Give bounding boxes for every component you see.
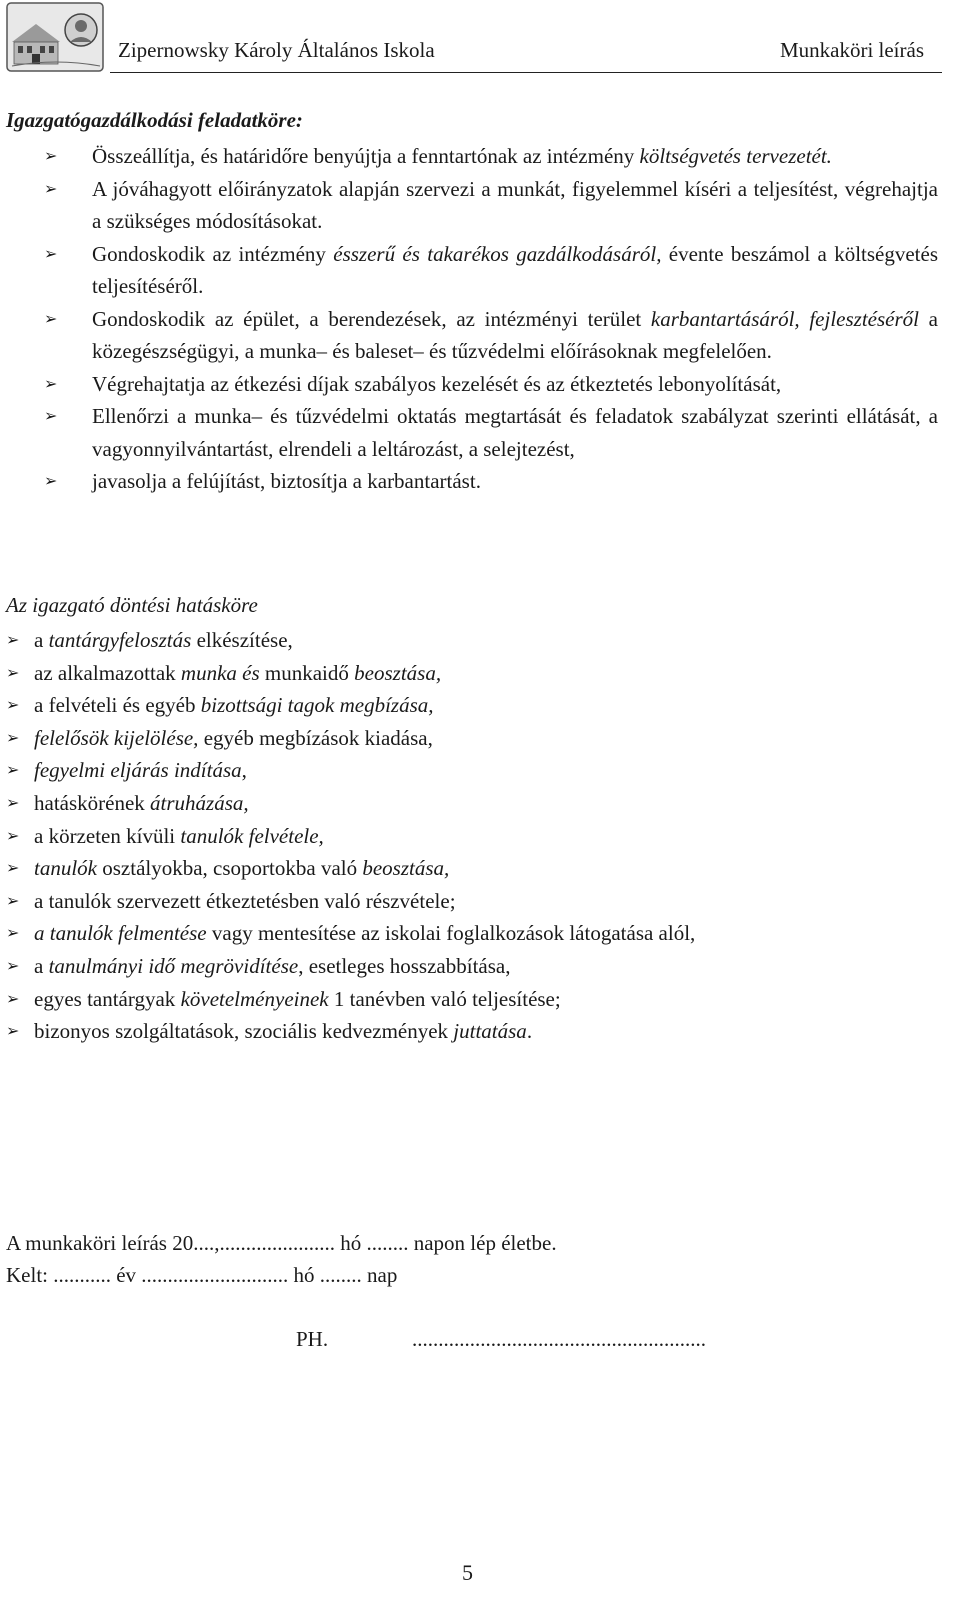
list-item [0,1015,960,1048]
list-item-text: osztályokba, csoportokba való [97,856,363,881]
list-item-text: , [241,758,247,783]
list-item-text: évente beszámol a költségvetés teljesítéséről. [92,241,939,298]
list-item-text: beosztása, [354,660,442,685]
list-item [0,689,960,722]
decision-powers-list [0,624,960,1048]
list-item-text: költségvetés tervezetét. [639,144,832,168]
list-item-text: munkaidő [259,660,355,685]
list-item-text: , esetleges hosszabbítása, [298,953,511,978]
list-item [0,173,960,238]
list-item-text: felelősök kijelölése, [34,725,199,750]
arrow-bullet-icon: ➢ [44,243,58,263]
list-item [0,465,960,498]
list-item-text: Gondoskodik az intézmény [92,241,334,266]
list-item [0,238,960,303]
list-item-text: A jóváhagyott előirányzatok alapján szervezi a munkát, figyelemmel kíséri a teljesítést, végrehajtja a szükséges módosításokat. [92,176,938,233]
list-item-text: átruházása, [150,790,249,815]
school-building-logo-icon [6,2,104,72]
signature-line: ........................................................ [412,1327,706,1351]
list-item [0,754,960,787]
list-item-text: javasolja a felújítást, biztosítja a karbantartást. [92,469,481,493]
list-item-text: elkészítése, [191,628,293,652]
arrow-bullet-icon: ➢ [6,825,20,845]
arrow-bullet-icon: ➢ [6,858,20,878]
list-item-text: hatáskörének [34,790,151,815]
list-item-text: egyes tantárgyak [34,986,181,1011]
header-divider [110,72,942,73]
list-item-text: tanulmányi idő megrövidítése [48,953,299,978]
list-item [0,303,960,368]
arrow-bullet-icon: ➢ [44,471,58,490]
list-item [0,722,960,755]
page-header [0,0,960,78]
list-item-text: egyéb megbízások kiadása, [198,725,433,750]
list-item [0,624,960,657]
list-item [0,820,960,853]
list-item [0,140,960,173]
section-title-decision-powers: Az igazgató döntési hatásköre [6,593,258,617]
list-item-text: az alkalmazottak [34,660,181,685]
arrow-bullet-icon: ➢ [44,406,58,425]
list-item-text: juttatása [453,1019,527,1044]
arrow-bullet-icon: ➢ [6,988,20,1008]
list-item [0,852,960,885]
arrow-bullet-icon: ➢ [44,308,58,328]
list-item [0,657,960,690]
header-school-name: Zipernowsky Károly Általános Iskola [118,38,435,62]
list-item-text: követelményeinek [180,986,329,1011]
arrow-bullet-icon: ➢ [6,662,20,682]
list-item-text: Összeállítja, és határidőre benyújtja a fenntartónak az intézmény [92,144,640,168]
arrow-bullet-icon: ➢ [6,760,20,780]
list-item-text: tanulók felvétele, [180,823,324,848]
list-item-text: bizottsági tagok megbízása, [200,693,434,718]
list-item-text: a felvételi és egyéb [34,693,201,718]
section-title-management: Igazgatógazdálkodási feladatköre: [6,108,303,132]
stamp-label: PH. [296,1327,329,1351]
list-item-text: a közegészségügyi, a munka– és baleset– és tűzvédelmi előírásoknak megfelelően. [92,306,938,363]
list-item-text: bizonyos szolgáltatások, szociális kedvezmények [34,1019,454,1044]
list-item-text: Ellenőrzi a munka– és tűzvédelmi oktatás megtartását és feladatok szabályzat szerinti ellátását, a vagyonnyilvántartást, elrendeli a leltározást, a selejtezést, [92,404,938,461]
list-item-text: tantárgyfelosztás [48,628,192,652]
arrow-bullet-icon: ➢ [44,146,58,165]
list-item-text: tanulók [34,856,97,881]
dated-line: Kelt: ........... év ............................ hó ........ nap [6,1263,398,1287]
list-item-text: a [34,953,49,978]
effective-date-line: A munkaköri leírás 20....,...................... hó ........ napon lép életbe. [6,1231,557,1255]
list-item [0,950,960,983]
list-item-text: a tanulók felmentése [34,921,207,946]
list-item-text: a körzeten kívüli [34,823,181,848]
arrow-bullet-icon: ➢ [6,923,20,943]
management-duties-list [0,140,960,498]
arrow-bullet-icon: ➢ [6,727,20,747]
list-item-text: vagy mentesítése az iskolai foglalkozások látogatása alól, [206,921,696,946]
arrow-bullet-icon: ➢ [6,955,20,975]
list-item [0,400,960,465]
list-item-text: ésszerű és takarékos gazdálkodásáról, [333,241,662,266]
arrow-bullet-icon: ➢ [6,695,20,715]
list-item-text: karbantartásáról, fejlesztéséről [650,306,919,331]
list-item [0,368,960,401]
list-item-text: fegyelmi eljárás indítása [34,758,242,783]
list-item [0,983,960,1016]
list-item [0,787,960,820]
page-number: 5 [462,1560,473,1585]
list-item-text: a [34,628,49,652]
arrow-bullet-icon: ➢ [6,630,20,649]
list-item-text: 1 tanévben való teljesítése; [328,986,561,1011]
list-item [0,885,960,918]
list-item-text: Végrehajtatja az étkezési díjak szabályos kezelését és az étkeztetés lebonyolítását, [92,371,782,396]
arrow-bullet-icon: ➢ [44,373,58,393]
list-item-text: a tanulók szervezett étkeztetésben való részvétele; [34,888,456,913]
list-item-text: . [526,1019,533,1044]
header-document-title: Munkaköri leírás [779,38,924,62]
arrow-bullet-icon: ➢ [6,890,20,910]
list-item-text: Gondoskodik az épület, a berendezések, az intézményi terület [92,306,651,331]
arrow-bullet-icon: ➢ [6,792,20,812]
arrow-bullet-icon: ➢ [6,1021,20,1041]
list-item [0,917,960,950]
list-item-text: munka és [180,660,260,685]
arrow-bullet-icon: ➢ [44,178,58,198]
list-item-text: beosztása, [362,856,450,881]
